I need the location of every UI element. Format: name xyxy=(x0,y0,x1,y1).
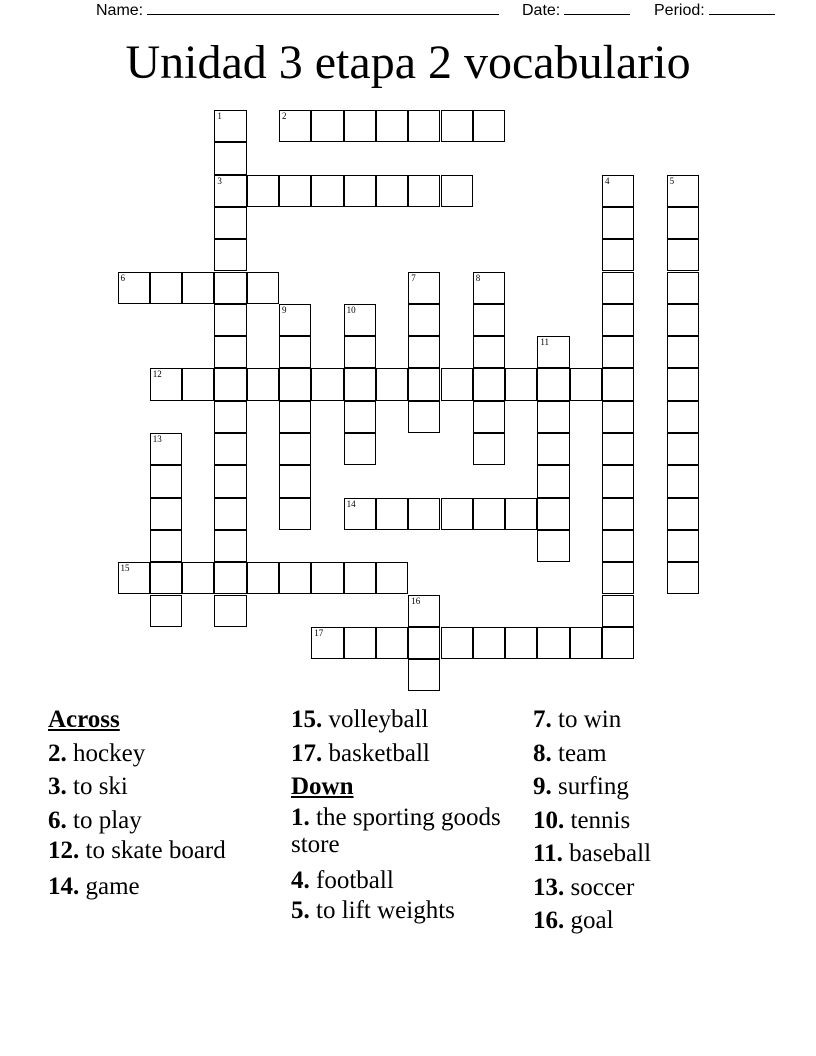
grid-cell[interactable] xyxy=(537,368,569,400)
grid-cell[interactable] xyxy=(182,562,214,594)
grid-cell[interactable] xyxy=(279,562,311,594)
grid-cell[interactable] xyxy=(505,368,537,400)
grid-cell[interactable] xyxy=(214,562,246,594)
grid-cell[interactable] xyxy=(602,304,634,336)
grid-cell[interactable] xyxy=(408,304,440,336)
grid-cell[interactable] xyxy=(473,627,505,659)
grid-cell[interactable] xyxy=(570,627,602,659)
cell-number: 10 xyxy=(346,304,356,315)
across-heading: Across xyxy=(48,706,120,733)
grid-cell[interactable] xyxy=(311,627,343,659)
name-label: Name: xyxy=(96,2,144,19)
grid-cell[interactable] xyxy=(214,142,246,174)
grid-cell[interactable] xyxy=(473,498,505,530)
grid-cell[interactable] xyxy=(214,336,246,368)
grid-cell[interactable] xyxy=(667,530,699,562)
grid-cell[interactable] xyxy=(602,595,634,627)
clue-across-15: 15. volleyball xyxy=(291,706,429,733)
page-title: Unidad 3 etapa 2 vocabulario xyxy=(125,36,691,89)
grid-cell[interactable] xyxy=(214,207,246,239)
grid-cell[interactable] xyxy=(214,239,246,271)
grid-cell[interactable] xyxy=(279,336,311,368)
cell-number: 15 xyxy=(120,563,130,574)
grid-cell[interactable] xyxy=(376,110,408,142)
grid-cell[interactable] xyxy=(667,368,699,400)
grid-cell[interactable] xyxy=(473,336,505,368)
grid-cell[interactable] xyxy=(570,368,602,400)
grid-cell[interactable] xyxy=(602,401,634,433)
clue-down-11: 11. baseball xyxy=(533,840,652,867)
grid-cell[interactable] xyxy=(247,562,279,594)
grid-cell[interactable] xyxy=(214,465,246,497)
grid-cell[interactable] xyxy=(667,433,699,465)
grid-cell[interactable] xyxy=(537,401,569,433)
grid-cell[interactable] xyxy=(473,401,505,433)
grid-cell[interactable] xyxy=(441,368,473,400)
grid-cell[interactable] xyxy=(408,336,440,368)
grid-cell[interactable] xyxy=(667,175,699,207)
grid-cell[interactable] xyxy=(602,433,634,465)
grid-cell[interactable] xyxy=(376,627,408,659)
grid-cell[interactable] xyxy=(602,272,634,304)
grid-cell[interactable] xyxy=(279,433,311,465)
clue-down-10: 10. tennis xyxy=(533,806,631,834)
grid-cell[interactable] xyxy=(247,368,279,400)
grid-cell[interactable] xyxy=(279,465,311,497)
grid-cell[interactable] xyxy=(214,304,246,336)
grid-cell[interactable] xyxy=(602,562,634,594)
grid-cell[interactable] xyxy=(408,498,440,530)
grid-cell[interactable] xyxy=(602,368,634,400)
clue-down-4: 4. football xyxy=(291,866,394,894)
grid-cell[interactable] xyxy=(376,175,408,207)
cell-number: 14 xyxy=(346,498,356,509)
grid-cell[interactable] xyxy=(182,272,214,304)
cell-number: 9 xyxy=(282,304,287,315)
grid-cell[interactable] xyxy=(537,465,569,497)
grid-cell[interactable] xyxy=(214,175,246,207)
clue-column-3 xyxy=(533,703,773,938)
cell-number: 8 xyxy=(475,272,481,283)
grid-cell[interactable] xyxy=(344,433,376,465)
grid-cell[interactable] xyxy=(247,272,279,304)
clue-down-9: 9. surfing xyxy=(533,773,629,800)
grid-cell[interactable] xyxy=(279,110,311,142)
grid-cell[interactable] xyxy=(408,595,440,627)
cell-number: 12 xyxy=(152,369,162,380)
cell-number: 4 xyxy=(605,175,610,186)
grid-cell[interactable] xyxy=(537,336,569,368)
grid-cell[interactable] xyxy=(311,110,343,142)
grid-cell[interactable] xyxy=(311,175,343,207)
grid-cell[interactable] xyxy=(667,304,699,336)
grid-cell[interactable] xyxy=(344,304,376,336)
grid-cell[interactable] xyxy=(667,272,699,304)
grid-cell[interactable] xyxy=(537,530,569,562)
grid-cell[interactable] xyxy=(441,175,473,207)
grid-cell[interactable] xyxy=(505,498,537,530)
grid-cell[interactable] xyxy=(376,498,408,530)
grid-cell[interactable] xyxy=(214,595,246,627)
cell-number: 5 xyxy=(669,175,675,186)
grid-cell[interactable] xyxy=(344,562,376,594)
grid-cell[interactable] xyxy=(376,562,408,594)
grid-cell[interactable] xyxy=(311,562,343,594)
clue-down-7: 7. to win xyxy=(533,706,622,733)
clue-across-6: 6. to play xyxy=(48,806,142,834)
grid-cell[interactable] xyxy=(182,368,214,400)
grid-cell[interactable] xyxy=(667,498,699,530)
cell-number: 3 xyxy=(217,175,222,186)
grid-cell[interactable] xyxy=(602,498,634,530)
cell-number: 17 xyxy=(314,627,324,638)
grid-cell[interactable] xyxy=(311,368,343,400)
grid-cell[interactable] xyxy=(279,304,311,336)
clue-across-14: 14. game xyxy=(48,873,140,900)
grid-cell[interactable] xyxy=(150,498,182,530)
cell-number: 2 xyxy=(282,111,287,121)
cell-number: 6 xyxy=(120,272,125,283)
grid-cell[interactable] xyxy=(408,659,440,691)
grid-cell[interactable] xyxy=(344,498,376,530)
clue-down-8: 8. team xyxy=(533,739,607,767)
grid-cell[interactable] xyxy=(602,336,634,368)
grid-cell[interactable] xyxy=(441,498,473,530)
down-heading: Down xyxy=(291,773,354,800)
grid-cell[interactable] xyxy=(602,530,634,562)
clue-across-17: 17. basketball xyxy=(291,739,430,767)
grid-cell[interactable] xyxy=(602,207,634,239)
grid-cell[interactable] xyxy=(408,175,440,207)
grid-cell[interactable] xyxy=(344,401,376,433)
clue-across-3: 3. to ski xyxy=(48,773,128,800)
clue-column-2 xyxy=(291,703,523,930)
grid-cell[interactable] xyxy=(602,175,634,207)
grid-cell[interactable] xyxy=(214,433,246,465)
grid-cell[interactable] xyxy=(279,368,311,400)
grid-cell[interactable] xyxy=(602,239,634,271)
grid-cell[interactable] xyxy=(344,175,376,207)
grid-cell[interactable] xyxy=(214,401,246,433)
grid-cell[interactable] xyxy=(150,368,182,400)
grid-cell[interactable] xyxy=(150,595,182,627)
grid-cell[interactable] xyxy=(537,627,569,659)
grid-cell[interactable] xyxy=(150,465,182,497)
grid-cell[interactable] xyxy=(537,498,569,530)
grid-cell[interactable] xyxy=(279,175,311,207)
grid-cell[interactable] xyxy=(667,401,699,433)
grid-cell[interactable] xyxy=(376,368,408,400)
grid-cell[interactable] xyxy=(279,498,311,530)
clue-across-12: 12. to skate board xyxy=(48,837,226,864)
grid-cell[interactable] xyxy=(441,110,473,142)
clue-column-1 xyxy=(48,703,278,904)
grid-cell[interactable] xyxy=(667,465,699,497)
grid-cell[interactable] xyxy=(537,433,569,465)
grid-cell[interactable] xyxy=(441,627,473,659)
grid-cell[interactable] xyxy=(667,562,699,594)
grid-cell[interactable] xyxy=(667,207,699,239)
grid-cell[interactable] xyxy=(214,272,246,304)
grid-cell[interactable] xyxy=(214,368,246,400)
clue-down-16: 16. goal xyxy=(533,907,614,934)
clue-down-1: 1. the sporting goods store xyxy=(291,803,501,858)
cell-number: 7 xyxy=(411,272,416,283)
grid-cell[interactable] xyxy=(150,530,182,562)
grid-cell[interactable] xyxy=(602,627,634,659)
cell-number: 11 xyxy=(540,337,550,348)
grid-cell[interactable] xyxy=(344,110,376,142)
grid-cell[interactable] xyxy=(214,110,246,142)
period-label: Period: xyxy=(654,2,705,19)
cell-number: 16 xyxy=(411,595,421,606)
grid-cell[interactable] xyxy=(150,562,182,594)
grid-cell[interactable] xyxy=(473,272,505,304)
grid-cell[interactable] xyxy=(473,433,505,465)
grid-cell[interactable] xyxy=(118,272,150,304)
cell-number: 13 xyxy=(152,434,162,444)
clue-down-5: 5. to lift weights xyxy=(291,897,455,924)
grid-cell[interactable] xyxy=(667,239,699,271)
grid-cell[interactable] xyxy=(214,530,246,562)
grid-cell[interactable] xyxy=(408,272,440,304)
grid-cell[interactable] xyxy=(602,465,634,497)
grid-cell[interactable] xyxy=(214,498,246,530)
grid-cell[interactable] xyxy=(344,368,376,400)
grid-cell[interactable] xyxy=(473,304,505,336)
clue-across-2: 2. hockey xyxy=(48,739,146,767)
grid-cell[interactable] xyxy=(279,401,311,433)
grid-cell[interactable] xyxy=(118,562,150,594)
grid-cell[interactable] xyxy=(408,401,440,433)
grid-cell[interactable] xyxy=(667,336,699,368)
grid-cell[interactable] xyxy=(505,627,537,659)
grid-cell[interactable] xyxy=(473,110,505,142)
grid-cell[interactable] xyxy=(408,368,440,400)
grid-cell[interactable] xyxy=(408,110,440,142)
clue-down-13: 13. soccer xyxy=(533,873,635,901)
cell-number: 1 xyxy=(217,111,222,121)
grid-cell[interactable] xyxy=(150,433,182,465)
grid-cell[interactable] xyxy=(344,336,376,368)
grid-cell[interactable] xyxy=(247,175,279,207)
grid-cell[interactable] xyxy=(344,627,376,659)
grid-cell[interactable] xyxy=(408,627,440,659)
grid-cell[interactable] xyxy=(473,368,505,400)
date-label: Date: xyxy=(522,2,561,19)
grid-cell[interactable] xyxy=(150,272,182,304)
